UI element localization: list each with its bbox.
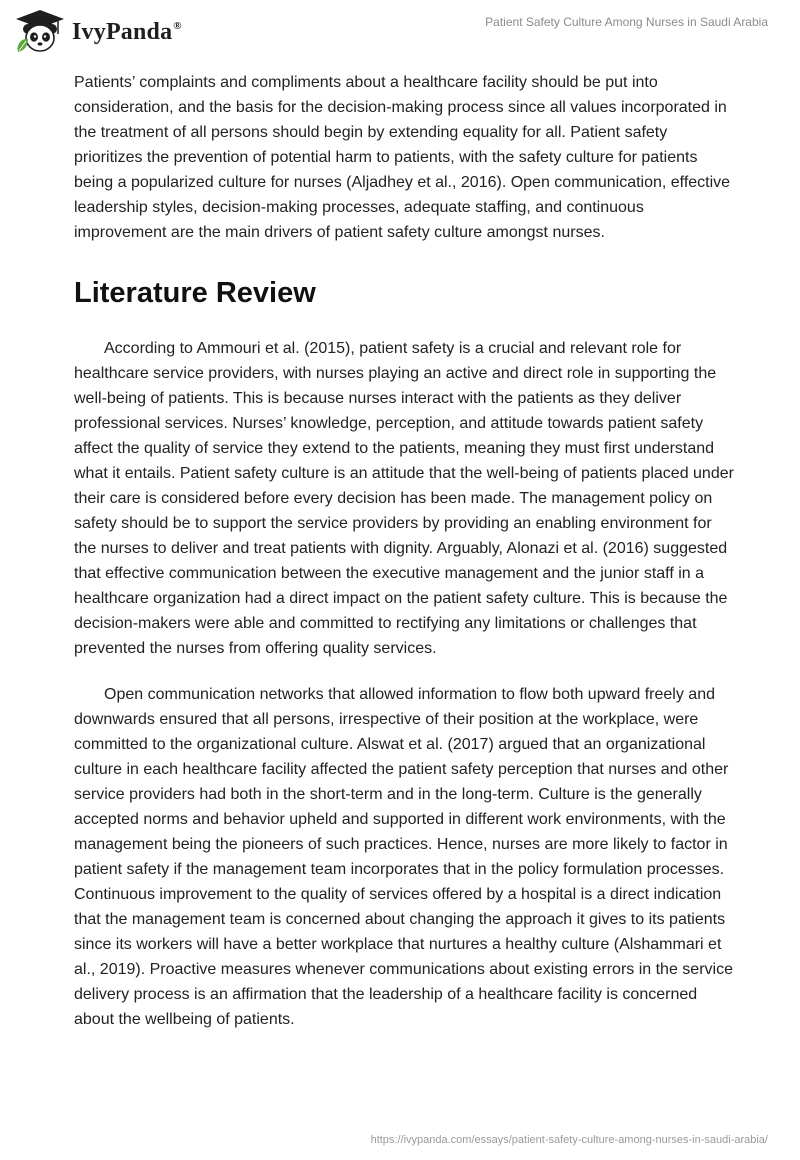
brand-name: IvyPanda® <box>72 18 182 45</box>
panda-graduate-icon <box>14 8 66 54</box>
body-paragraph-2: Open communication networks that allowed information to flow both upward freely and downwards ensured that all persons, irrespective of their position at the workplace, were committed to the organizational culture. Alswat et al. (2017) argued that an organizational culture in each healthcare facility affected the patient safety perception that nurses and other service providers had both in the short-term and in the long-term. Culture is the generally accepted norms and behavior upheld and supported in different work environments, with the management being the pioneers of such practices. Hence, nurses are more likely to factor in patient safety if the management team incorporates that in the policy formulation processes. Continuous improvement to the quality of services offered by a hospital is a direct indication that the management team is concerned about changing the approach it gives to its patients since its workers will have a better workplace that nurtures a healthy culture (Alshammari et al., 2019). Proactive measures whenever communications about existing errors in the service delivery process is an affirmation that the leadership of a healthcare facility is concerned about the wellbeing of patients. <box>74 686 733 1028</box>
intro-paragraph: Patients’ complaints and compliments about a healthcare facility should be put into consideration, and the basis for the decision-making process since all values incorporated in the treatment of all persons should begin by extending equality for all. Patient safety prioritizes the prevention of potential harm to patients, with the safety culture for patients being a popularized culture for nurses (Aljadhey et al., 2016). Open communication, effective leadership styles, decision-making processes, adequate staffing, and continuous improvement are the main drivers of patient safety culture amongst nurses. <box>74 74 731 241</box>
source-url[interactable]: https://ivypanda.com/essays/patient-safety-culture-among-nurses-in-saudi-arabia/ <box>370 1134 768 1146</box>
ivypanda-logo[interactable] <box>14 8 214 54</box>
document-title: Patient Safety Culture Among Nurses in Saudi Arabia <box>485 15 768 29</box>
section-heading: Literature Review <box>74 277 316 309</box>
body-paragraph-1: According to Ammouri et al. (2015), patient safety is a crucial and relevant role for healthcare service providers, with nurses playing an active and direct role in supporting the well-being of patients. This is because nurses interact with the patients as they deliver professional services. Nurses’ knowledge, perception, and attitude towards patient safety affect the quality of service they extend to the patients, meaning they must first understand what it entails. Patient safety culture is an attitude that the well-being of patients placed under their care is considered before every decision has been made. The management policy on safety should be to support the service providers by providing an enabling environment for the nurses to deliver and treat patients with dignity. Arguably, Alonazi et al. (2016) suggested that effective communication between the executive management and the junior staff in a healthcare organization had a direct impact on the patient safety culture. This is because the decision-makers were able and committed to rectifying any limitations or challenges that prevented the nurses from offering quality services. <box>74 340 734 657</box>
page-header <box>0 0 800 70</box>
essay-content <box>74 70 734 1032</box>
